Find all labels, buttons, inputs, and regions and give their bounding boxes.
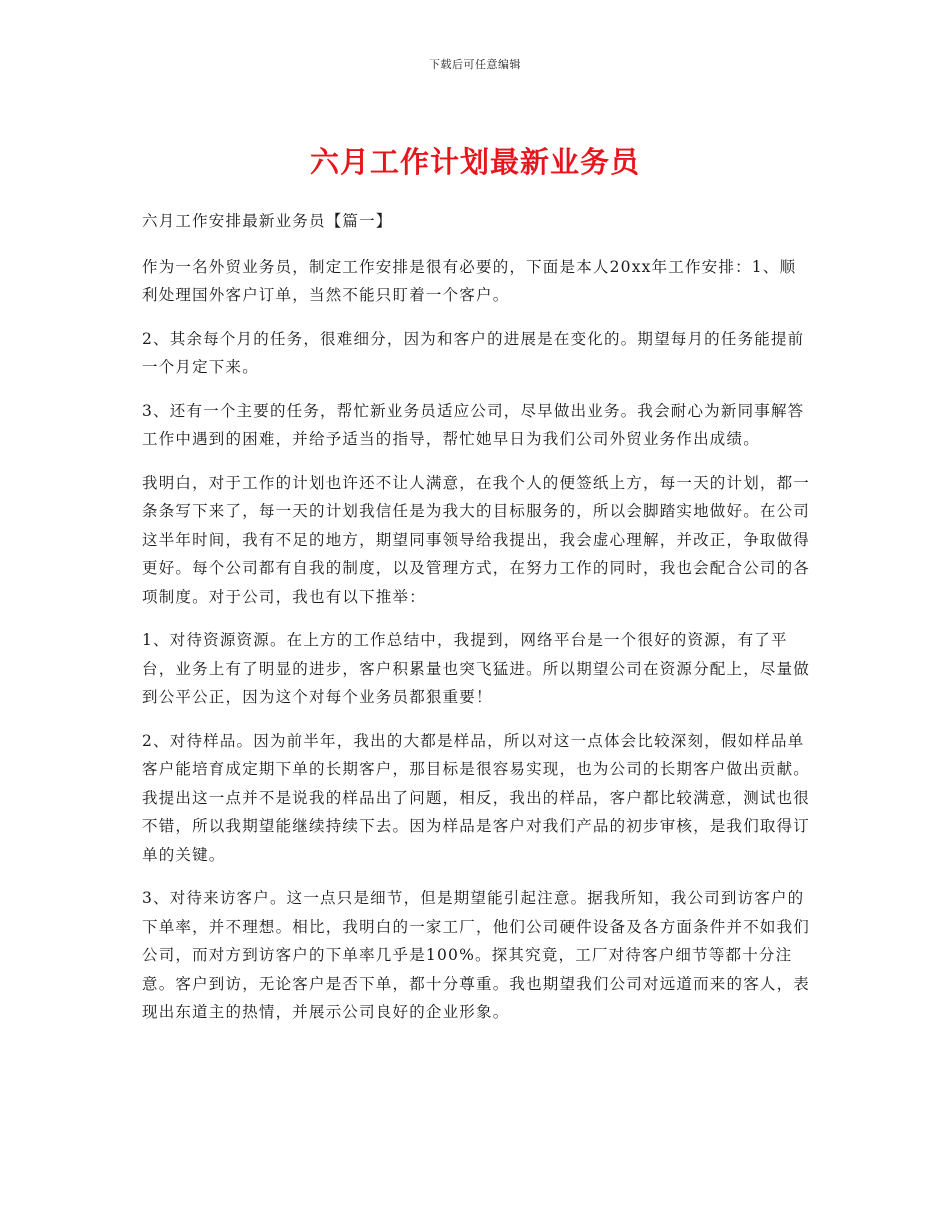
- document-title: 六月工作计划最新业务员: [309, 145, 640, 179]
- paragraph-suggestion-samples: 2、对待样品。因为前半年，我出的大都是样品，所以对这一点体会比较深刻，假如样品单客户能培育成定期下单的长期客户，那目标是很容易实现，也为公司的长期客户做出贡献。我提出这一点并不是说我的样品出了问题，相反，我出的样品，客户都比较满意，测试也很不错，所以我期望能继续持续下去。因为样品是客户对我们产品的初步审核，是我们取得订单的关键。: [142, 731, 811, 864]
- paragraph-item-3: 3、还有一个主要的任务，帮忙新业务员适应公司，尽早做出业务。我会耐心为新同事解答工作中遇到的困难，并给予适当的指导，帮忙她早日为我们公司外贸业务作出成绩。: [142, 401, 805, 448]
- paragraph-item-2: 2、其余每个月的任务，很难细分，因为和客户的进展是在变化的。期望每月的任务能提前一个月定下来。: [142, 329, 805, 376]
- document-body: [142, 207, 812, 1042]
- paragraph-reflection: 我明白，对于工作的计划也许还不让人满意，在我个人的便签纸上方，每一天的计划，都一条条写下来了，每一天的计划我信任是为我大的目标服务的，所以会脚踏实地做好。在公司这半年时间，我有不足的地方，期望同事领导给我提出，我会虚心理解，并改正，争取做得更好。每个公司都有自我的制度，以及管理方式，在努力工作的同时，我也会配合公司的各项制度。对于公司，我也有以下推举：: [142, 473, 811, 606]
- paragraph-intro: 作为一名外贸业务员，制定工作安排是很有必要的，下面是本人20xx年工作安排：1、顺利处理国外客户订单，当然不能只盯着一个客户。: [142, 257, 797, 304]
- header-note: 下载后可任意编辑: [429, 58, 521, 71]
- paragraph-suggestion-resources: 1、对待资源资源。在上方的工作总结中，我提到，网络平台是一个很好的资源，有了平台，业务上有了明显的进步，客户积累量也突飞猛进。所以期望公司在资源分配上，尽量做到公平公正，因为这个对每个业务员都狠重要！: [142, 631, 811, 706]
- section-subheading: 六月工作安排最新业务员【篇一】: [142, 212, 393, 230]
- paragraph-suggestion-visitors: 3、对待来访客户。这一点只是细节，但是期望能引起注意。据我所知，我公司到访客户的下单率，并不理想。相比，我明白的一家工厂，他们公司硬件设备及各方面条件并不如我们公司，而对方到访客户的下单率几乎是100%。探其究竟，工厂对待客户细节等都十分注意。客户到访，无论客户是否下单，都十分尊重。我也期望我们公司对远道而来的客人，表现出东道主的热情，并展示公司良好的企业形象。: [142, 889, 811, 1021]
